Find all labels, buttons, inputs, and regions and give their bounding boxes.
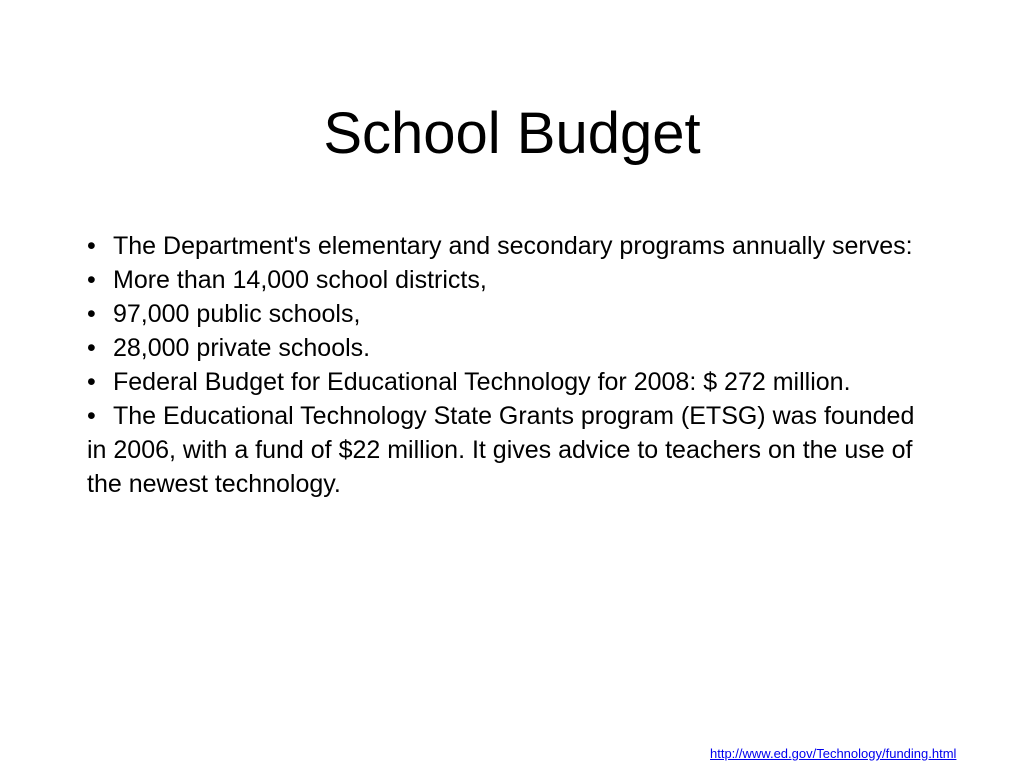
- source-link[interactable]: http://www.ed.gov/Technology/funding.html: [710, 746, 957, 761]
- bullet-item: [87, 331, 937, 365]
- bullet-text: 97,000 public schools,: [113, 300, 361, 328]
- bullet-icon: •: [87, 232, 96, 260]
- bullet-text: The Educational Technology State Grants program (ETSG) was founded in 2006, with a fund of $22 million. It gives advice to teachers on the use of the newest technology.: [87, 402, 915, 498]
- bullet-icon: •: [87, 300, 96, 328]
- bullet-item: [87, 297, 937, 331]
- slide-title: School Budget: [323, 101, 701, 166]
- bullet-icon: •: [87, 402, 96, 430]
- bullet-icon: •: [87, 334, 96, 362]
- bullet-icon: •: [87, 368, 96, 396]
- bullet-item: [87, 365, 937, 399]
- bullet-text: More than 14,000 school districts,: [113, 266, 487, 294]
- bullet-item: [87, 399, 937, 501]
- bullet-text: 28,000 private schools.: [113, 334, 371, 362]
- bullet-item: [87, 229, 937, 263]
- bullet-list: [87, 229, 937, 501]
- bullet-icon: •: [87, 266, 96, 294]
- bullet-text: The Department's elementary and secondary programs annually serves:: [113, 232, 913, 260]
- bullet-item: [87, 263, 937, 297]
- bullet-text: Federal Budget for Educational Technology for 2008: $ 272 million.: [113, 368, 851, 396]
